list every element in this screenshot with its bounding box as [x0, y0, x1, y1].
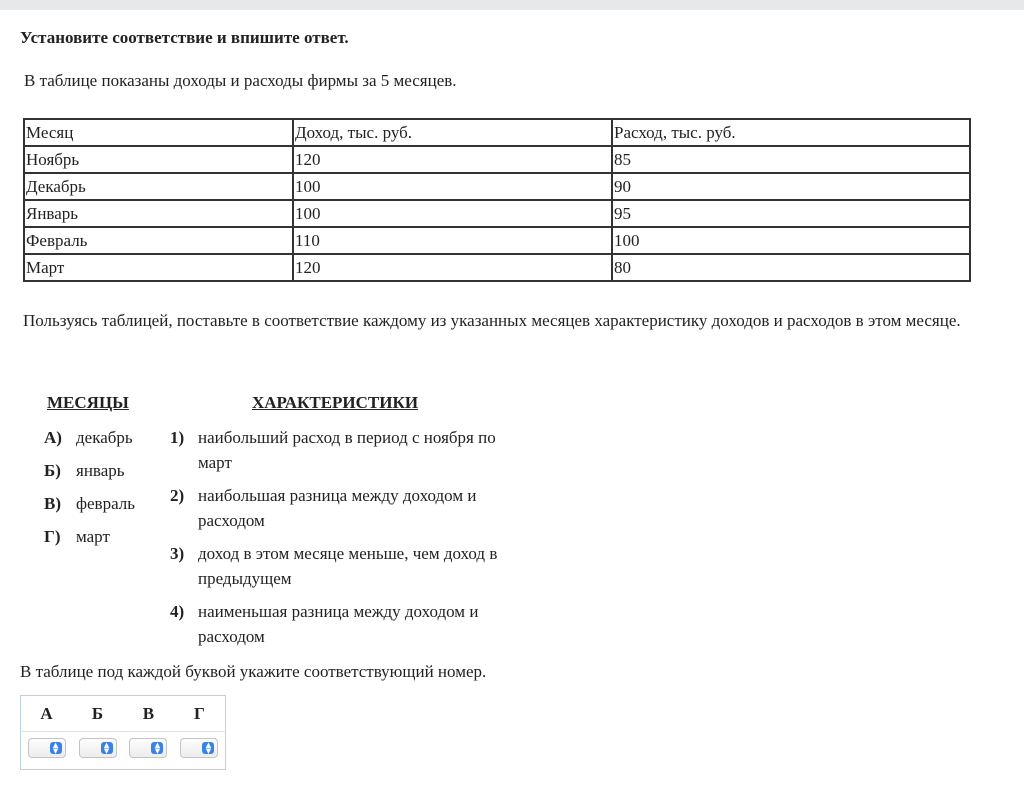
header-expense: Расход, тыс. руб. [612, 119, 970, 146]
cell-expense: 80 [612, 254, 970, 281]
characteristic-item [170, 541, 530, 591]
answer-select-g[interactable] [180, 738, 218, 758]
select-updown-icon: ▲ ▼ [151, 742, 163, 754]
answer-select-b[interactable] [79, 738, 117, 758]
select-updown-icon: ▲ ▼ [101, 742, 113, 754]
income-expense-table [23, 118, 971, 282]
table-row [24, 173, 970, 200]
characteristics-heading: ХАРАКТЕРИСТИКИ [252, 393, 419, 412]
characteristic-number: 2) [170, 486, 185, 505]
cell-income: 100 [293, 173, 612, 200]
month-name: март [76, 527, 110, 546]
header-income: Доход, тыс. руб. [293, 119, 612, 146]
month-letter: А) [44, 428, 62, 447]
cell-month: Январь [24, 200, 293, 227]
table-row [24, 254, 970, 281]
table-row [24, 200, 970, 227]
answer-letter: А [40, 703, 53, 723]
characteristic-item [170, 425, 530, 475]
table-header-row [24, 119, 970, 146]
table-row [24, 227, 970, 254]
month-letter: В) [44, 494, 61, 513]
task-text: Пользуясь таблицей, поставьте в соответствие каждому из указанных месяцев характеристику доходов и расходов в этом месяце. [23, 311, 961, 330]
answer-instruction: В таблице под каждой буквой укажите соответствующий номер. [20, 662, 487, 681]
cell-month: Февраль [24, 227, 293, 254]
answer-letter: Б [91, 703, 104, 723]
cell-income: 100 [293, 200, 612, 227]
months-heading: МЕСЯЦЫ [47, 393, 129, 412]
cell-expense: 100 [612, 227, 970, 254]
characteristic-item [170, 483, 530, 533]
cell-income: 120 [293, 254, 612, 281]
month-item [44, 425, 133, 450]
month-item [44, 524, 110, 549]
select-updown-icon: ▲ ▼ [50, 742, 62, 754]
month-name: январь [76, 461, 125, 480]
month-name: декабрь [76, 428, 133, 447]
cell-month: Ноябрь [24, 146, 293, 173]
cell-month: Март [24, 254, 293, 281]
cell-income: 110 [293, 227, 612, 254]
characteristic-text: наименьшая разница между доходом и расходом [198, 602, 479, 646]
characteristic-item [170, 599, 530, 649]
answer-select-row [21, 732, 226, 770]
characteristic-number: 4) [170, 602, 185, 621]
header-month: Месяц [24, 119, 293, 146]
month-item [44, 458, 125, 483]
month-letter: Б) [44, 461, 61, 480]
characteristic-text: доход в этом месяце меньше, чем доход в предыдущем [198, 544, 498, 588]
characteristic-number: 3) [170, 544, 185, 563]
cell-income: 120 [293, 146, 612, 173]
cell-expense: 90 [612, 173, 970, 200]
month-letter: Г) [44, 527, 61, 546]
characteristic-text: наибольшая разница между доходом и расходом [198, 486, 477, 530]
answer-letters-row [21, 696, 226, 732]
month-name: февраль [76, 494, 136, 513]
select-updown-icon: ▲ ▼ [202, 742, 214, 754]
cell-expense: 85 [612, 146, 970, 173]
top-bar [0, 0, 1024, 10]
table-row [24, 146, 970, 173]
characteristic-text: наибольший расход в период с ноября по март [198, 428, 496, 472]
cell-month: Декабрь [24, 173, 293, 200]
characteristic-number: 1) [170, 428, 185, 447]
intro-text: В таблице показаны доходы и расходы фирмы за 5 месяцев. [24, 71, 457, 90]
answer-letter: В [142, 703, 155, 723]
cell-expense: 95 [612, 200, 970, 227]
answer-letter: Г [194, 703, 205, 723]
answer-table [20, 695, 226, 770]
instruction-heading: Установите соответствие и впишите ответ. [20, 28, 349, 47]
answer-select-v[interactable] [129, 738, 167, 758]
month-item [44, 491, 135, 516]
answer-select-a[interactable] [28, 738, 66, 758]
